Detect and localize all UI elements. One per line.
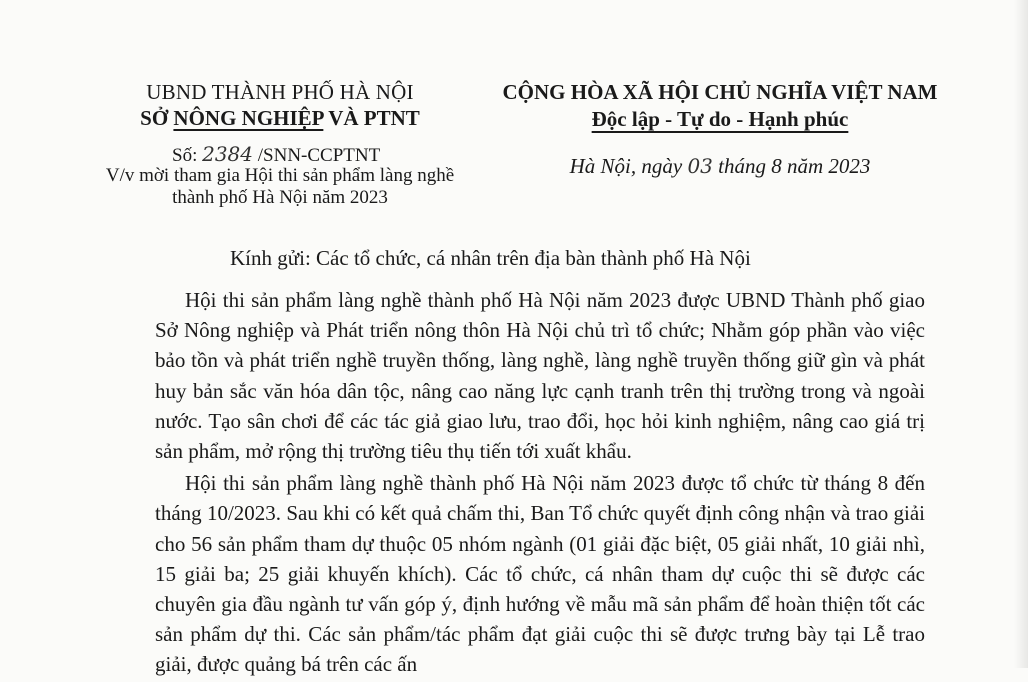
national-title: CỘNG HÒA XÃ HỘI CHỦ NGHĨA VIỆT NAM: [502, 80, 938, 104]
date-suffix: tháng 8 năm 2023: [712, 154, 871, 178]
department-prefix: SỞ: [140, 106, 174, 130]
number-code: /SNN-CCPTNT: [253, 145, 381, 166]
letter-body: [155, 285, 925, 682]
handwritten-day: 03: [687, 154, 713, 178]
number-label: Số:: [172, 145, 203, 166]
issue-date: [470, 154, 970, 179]
paragraph: Hội thi sản phẩm làng nghề thành phố Hà Nội năm 2023 được tổ chức từ tháng 8 đến tháng 10/2023. Sau khi có kết quả chấm thi, Ban Tổ chức quyết định công nhận và trao giải cho 56 sản phẩm tham dự thuộc 05 nhóm ngành (01 giải đặc biệt, 05 giải nhất, 10 giải nhì, 15 giải ba; 25 giải khuyến khích). Các tổ chức, cá nhân tham dự cuộc thi sẽ được các chuyên gia đầu ngành tư vấn góp ý, định hướng về mẫu mã sản phẩm để hoàn thiện tốt các sản phẩm dự thi. Các sản phẩm/tác phẩm đạt giải cuộc thi sẽ được trưng bày tại Lễ trao giải, được quảng bá trên các ấn: [155, 471, 925, 677]
department-underlined: NÔNG NGHIỆP: [173, 106, 324, 130]
subject-line-2: thành phố Hà Nội năm 2023: [172, 187, 388, 208]
department-suffix: VÀ PTNT: [323, 106, 420, 130]
national-motto: [470, 107, 970, 132]
issuing-department: [100, 106, 460, 131]
paragraph: Hội thi sản phẩm làng nghề thành phố Hà Nội năm 2023 được UBND Thành phố giao Sở Nông nghiệp và Phát triển nông thôn Hà Nội chủ trì tổ chức; Nhằm góp phần vào việc bảo tồn và phát triển nghề truyền thống, làng nghề, làng nghề truyền thống giữ gìn và phát huy bản sắc văn hóa dân tộc, nâng cao năng lực cạnh tranh trên thị trường trong và ngoài nước. Tạo sân chơi để các tác giả giao lưu, trao đổi, học hỏi kinh nghiệm, nâng cao giá trị sản phẩm, mở rộng thị trường tiêu thụ tiến tới xuất khẩu.: [155, 288, 925, 464]
issuing-authority: UBND THÀNH PHỐ HÀ NỘI: [146, 80, 414, 104]
scan-edge-shadow: [1014, 0, 1028, 668]
handwritten-number: 2384: [202, 142, 254, 166]
document-number: [172, 142, 380, 167]
date-prefix: Hà Nội, ngày: [569, 154, 688, 178]
salutation: Kính gửi: Các tổ chức, cá nhân trên địa bàn thành phố Hà Nội: [230, 246, 751, 270]
motto-text: Độc lập - Tự do - Hạnh phúc: [591, 107, 849, 131]
subject-line-1: V/v mời tham gia Hội thi sản phẩm làng nghề: [105, 165, 455, 186]
